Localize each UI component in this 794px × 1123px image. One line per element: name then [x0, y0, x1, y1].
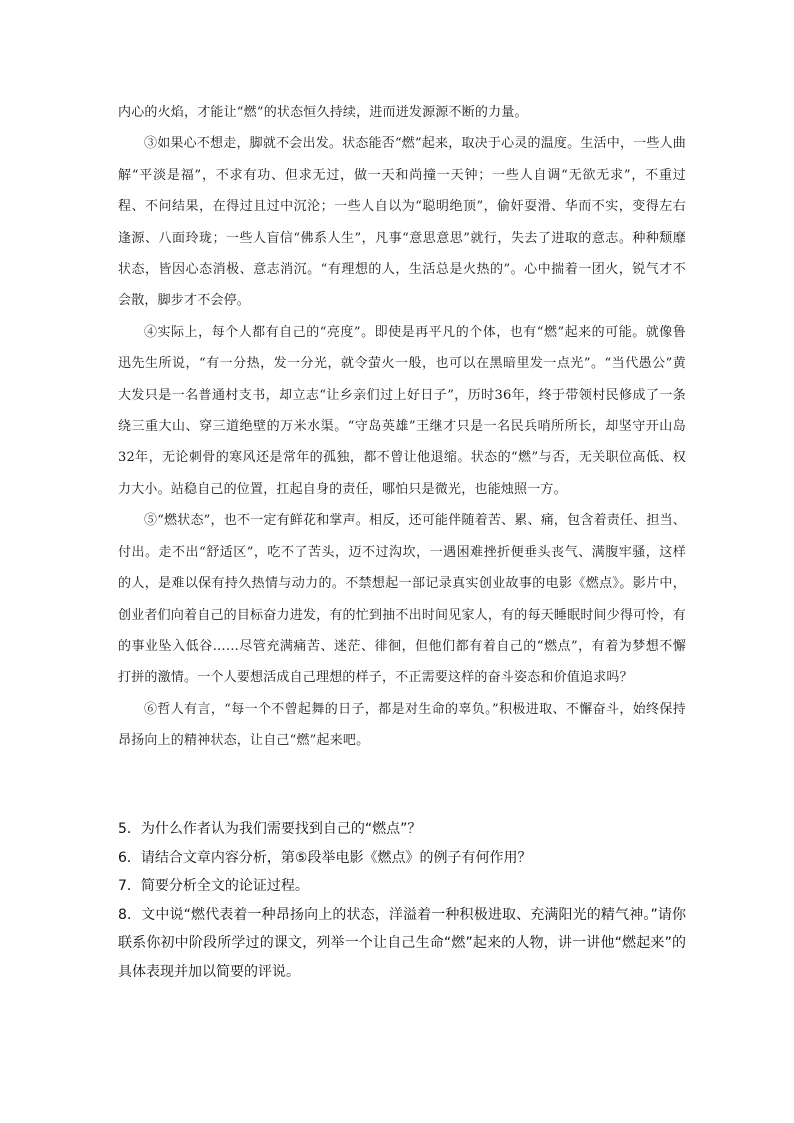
paragraph-3: ③如果心不想走，脚就不会出发。状态能否“燃”起来，取决于心灵的温度。生活中，一些人曲解“平淡是福”，不求有功、但求无过，做一天和尚撞一天钟；一些人自调“无欲无求”，不重过程、不问结果，在得过且过中沉沦；一些人自以为“聪明绝顶”，偷奸耍滑、华而不实，变得左右逢源、八面玲珑；一些人盲信“佛系人生”，凡事“意思意思”就行，失去了进取的意志。种种颓靡状态，皆因心态消极、意志消沉。“有理想的人，生活总是火热的”。心中揣着一团火，锐气才不会散，脚步才不会停。 — [118, 136, 686, 309]
paragraph-continued: 内心的火焰，才能让“燃”的状态恒久持续，进而迸发源源不断的力量。 — [118, 105, 528, 120]
question-list — [118, 815, 686, 986]
question-8: 8．文中说“燃代表着一种昂扬向上的状态，洋溢着一种积极进取、充满阳光的精气神。”请你联系你初中阶段所学过的课文，列举一个让自己生命“燃”起来的人物，讲一讲他“燃起来”的具体表现并加以简要的评说。 — [118, 906, 686, 980]
paragraph-6: ⑥哲人有言，“每一个不曾起舞的日子，都是对生命的辜负。”积极进取、不懈奋斗，始终保持昂扬向上的精神状态，让自己“燃”起来吧。 — [118, 701, 686, 749]
question-6: 6．请结合文章内容分析，第⑤段举电影《燃点》的例子有何作用？ — [118, 849, 532, 866]
paragraph-4: ④实际上，每个人都有自己的“亮度”。即使是再平凡的个体，也有“燃”起来的可能。就像鲁迅先生所说，“有一分热，发一分光，就令萤火一般，也可以在黑暗里发一点光”。“当代愚公”黄大发只是一名普通村支书，却立志“让乡亲们过上好日子”，历时36年，终于带领村民修成了一条绕三重大山、穿三道绝壁的万米水渠。“守岛英雄”王继才只是一名民兵哨所所长，却坚守开山岛32年，无论刺骨的寒风还是常年的孤独，都不曾让他退缩。状态的“燃”与否，无关职位高低、权力大小。站稳自己的位置，扛起自身的责任，哪怕只是微光，也能烛照一方。 — [118, 324, 686, 497]
question-7: 7．简要分析全文的论证过程。 — [118, 878, 309, 894]
paragraph-5: ⑤“燃状态”，也不一定有鲜花和掌声。相反，还可能伴随着苦、累、痛，包含着责任、担当、付出。走不出“舒适区”，吃不了苦头，迈不过沟坎，一遇困难挫折便垂头丧气、满腹牢骚，这样的人，是难以保有持久热情与动力的。不禁想起一部记录真实创业故事的电影《燃点》。影片中，创业者们向着自己的目标奋力进发，有的忙到抽不出时间见家人，有的每天睡眠时间少得可怜，有的事业坠入低谷……尽管充满痛苦、迷茫、徘徊，但他们都有着自己的“燃点”，有着为梦想不懈打拼的激情。一个人要想活成自己理想的样子，不正需要这样的奋斗姿态和价值追求吗？ — [118, 513, 686, 686]
question-5: 5．为什么作者认为我们需要找到自己的“燃点”？ — [118, 821, 422, 837]
article-passage — [118, 97, 686, 757]
